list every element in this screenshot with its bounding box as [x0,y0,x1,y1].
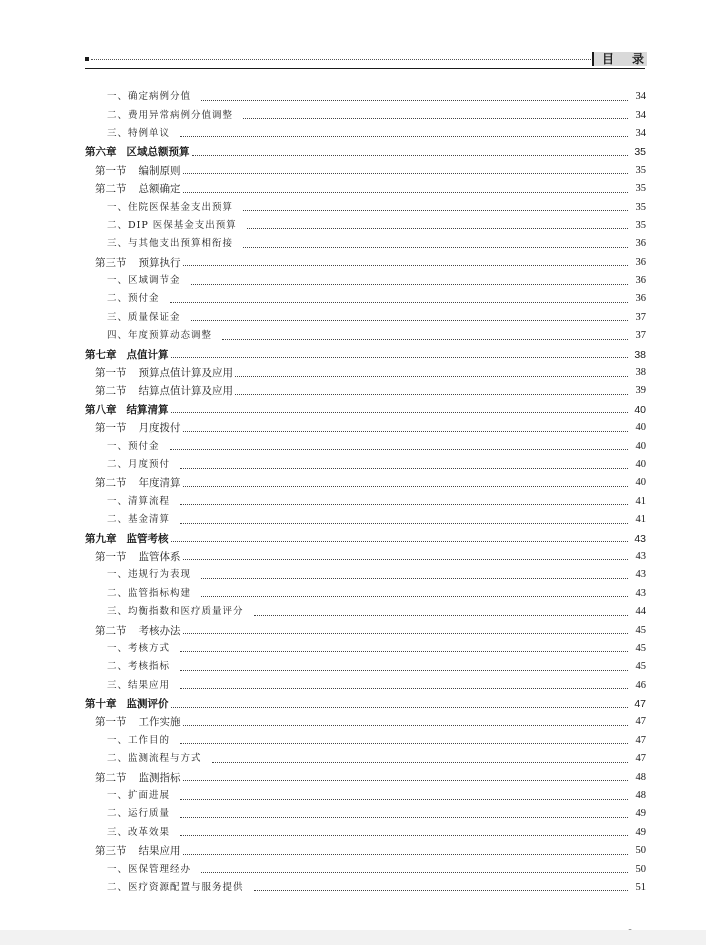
toc-entry-item[interactable] [85,493,646,511]
toc-entry-page: 36 [635,256,646,268]
toc-entry-title: 预付金 [128,293,160,305]
toc-entry-number: 第三节 [95,845,127,858]
header-title-char-2: 录 [632,52,645,66]
toc-entry-number: 一、 [107,734,129,746]
toc-entry-title: 监测指标 [138,771,181,784]
toc-dot-leader [180,523,628,524]
toc-entry-item[interactable] [85,750,646,768]
toc-entry-page: 45 [635,661,646,673]
toc-entry-page: 43 [635,587,646,599]
toc-entry-section[interactable] [85,254,646,272]
toc-entry-page: 37 [635,311,646,323]
toc-entry-section[interactable] [85,842,646,860]
header-underline [85,68,645,69]
toc-dot-leader [183,192,629,193]
toc-dot-leader [192,155,629,156]
toc-entry-section[interactable] [85,180,646,198]
toc-entry-page: 51 [635,881,646,893]
toc-entry-label [107,642,170,656]
toc-entry-title: 考核指标 [128,661,171,673]
toc-entry-chapter[interactable] [85,529,646,547]
toc-entry-item[interactable] [85,309,646,327]
toc-entry-section[interactable] [85,621,646,639]
toc-entry-number: 二、 [107,661,129,673]
toc-entry-title: 改革效果 [128,826,171,838]
toc-entry-label [107,495,170,509]
toc-entry-title: 费用异常病例分值调整 [128,109,234,121]
toc-entry-page: 34 [635,91,646,103]
toc-entry-title: 结果应用 [128,679,171,691]
toc-entry-label [107,568,191,582]
toc-entry-label [107,513,170,527]
toc-entry-page: 43 [635,550,646,562]
toc-entry-title: 扩面进展 [128,790,171,802]
toc-entry-title: 预算执行 [138,256,181,269]
toc-dot-leader [183,780,629,781]
toc-entry-number: 第九章 [85,532,117,545]
toc-entry-number: 第一节 [95,422,127,435]
toc-entry-title: 监管考核 [126,532,169,545]
header-square-marker [85,57,89,61]
toc-dot-leader [180,799,628,800]
toc-dot-leader [170,449,628,450]
toc-entry-number: 四、 [107,330,129,342]
toc-dot-leader [183,431,629,432]
toc-entry-number: 第二节 [95,624,127,637]
toc-entry-label [95,164,181,178]
toc-entry-label [107,237,233,251]
toc-entry-label [107,789,170,803]
toc-dot-leader [180,468,628,469]
toc-dot-leader [183,173,629,174]
toc-entry-label [107,679,170,693]
toc-entry-label [107,881,244,895]
toc-entry-title: 特例单议 [128,127,171,139]
toc-entry-label [85,532,169,546]
toc-entry-title: 点值计算 [126,348,169,361]
toc-entry-item[interactable] [85,805,646,823]
toc-entry-label [95,421,181,435]
toc-entry-label [95,182,181,196]
toc-entry-page: 39 [635,385,646,397]
toc-entry-section[interactable] [85,382,646,400]
toc-entry-page: 34 [635,109,646,121]
toc-entry-number: 三、 [107,127,129,139]
toc-entry-page: 47 [635,734,646,746]
toc-dot-leader [183,486,629,487]
toc-entry-title: 区域总额预算 [126,146,190,159]
toc-entry-label [107,440,160,454]
toc-entry-label [95,844,181,858]
toc-entry-title: 监测评价 [126,698,169,711]
toc-entry-page: 36 [635,238,646,250]
running-header [85,52,645,68]
toc-entry-item[interactable] [85,566,646,584]
toc-entry-item[interactable] [85,235,646,253]
toc-entry-number: 三、 [107,679,129,691]
toc-entry-number: 二、 [107,881,129,893]
toc-entry-page: 37 [635,330,646,342]
toc-entry-page: 48 [635,771,646,783]
toc-entry-title: 结算清算 [126,403,169,416]
toc-entry-title: 运行质量 [128,808,171,820]
toc-entry-page: 46 [635,679,646,691]
toc-entry-number: 二、 [107,219,129,231]
toc-entry-title: 结果应用 [138,845,181,858]
table-of-contents [85,88,646,897]
toc-entry-item[interactable] [85,88,646,106]
toc-entry-title: DIP 医保基金支出预算 [128,219,237,231]
toc-entry-page: 38 [634,348,646,361]
toc-entry-number: 第一节 [95,716,127,729]
toc-entry-page: 35 [635,183,646,195]
toc-dot-leader [171,707,629,708]
toc-entry-page: 36 [635,275,646,287]
toc-entry-number: 第七章 [85,348,117,361]
toc-entry-title: 区域调节金 [128,275,181,287]
toc-entry-page: 45 [635,642,646,654]
toc-entry-item[interactable] [85,217,646,235]
toc-entry-title: 违规行为表现 [128,569,192,581]
toc-entry-page: 35 [634,146,646,159]
toc-entry-number: 一、 [107,790,129,802]
toc-dot-leader [191,320,628,321]
toc-entry-title: 住院医保基金支出预算 [128,201,234,213]
toc-entry-label [107,201,233,215]
toc-entry-chapter[interactable] [85,401,646,419]
toc-entry-number: 一、 [107,863,129,875]
toc-entry-number: 一、 [107,642,129,654]
toc-dot-leader [201,872,628,873]
toc-entry-title: 监管指标构建 [128,587,192,599]
toc-entry-title: 与其他支出预算相衔接 [128,238,234,250]
toc-dot-leader [183,559,629,560]
toc-entry-number: 二、 [107,459,129,470]
toc-dot-leader [180,817,628,818]
toc-dot-leader [180,504,628,505]
toc-entry-number: 一、 [107,91,129,103]
toc-entry-label [107,826,170,840]
toc-entry-label [107,127,170,141]
toc-entry-section[interactable] [85,162,646,180]
toc-dot-leader [180,688,628,689]
toc-entry-page: 49 [635,826,646,838]
toc-entry-item[interactable] [85,327,646,345]
toc-entry-label [95,715,181,729]
toc-entry-label [95,771,181,785]
toc-entry-page: 47 [634,698,646,711]
toc-entry-label [95,624,181,638]
header-title-char-1: 目 [602,52,615,66]
toc-entry-title: 工作目的 [128,734,171,746]
toc-entry-number: 第一节 [95,550,127,563]
toc-entry-title: 考核办法 [138,624,181,637]
toc-entry-item[interactable] [85,860,646,878]
toc-dot-leader [243,247,628,248]
toc-entry-item[interactable] [85,732,646,750]
toc-entry-label [107,329,212,343]
toc-entry-page: 45 [635,624,646,636]
toc-entry-section[interactable] [85,713,646,731]
header-title [592,52,647,66]
toc-entry-title: 医疗资源配置与服务提供 [128,881,244,893]
toc-dot-leader [243,210,628,211]
toc-entry-label [95,256,181,270]
toc-entry-number: 二、 [107,293,129,305]
toc-entry-item[interactable] [85,198,646,216]
toc-dot-leader [191,284,628,285]
toc-entry-page: 48 [635,790,646,802]
toc-entry-chapter[interactable] [85,143,646,161]
toc-entry-page: 44 [635,606,646,618]
toc-dot-leader [180,136,628,137]
toc-entry-page: 43 [635,569,646,581]
toc-entry-item[interactable] [85,658,646,676]
toc-entry-number: 一、 [107,440,129,452]
toc-dot-leader [201,100,628,101]
toc-dot-leader [247,228,628,229]
toc-entry-item[interactable] [85,106,646,124]
toc-entry-number: 二、 [107,514,129,526]
toc-dot-leader [183,265,629,266]
toc-entry-page: 36 [635,293,646,305]
toc-entry-title: 考核方式 [128,642,171,654]
toc-dot-leader [171,357,629,358]
toc-entry-section[interactable] [85,768,646,786]
toc-entry-page: 40 [635,422,646,434]
toc-dot-leader [180,651,628,652]
toc-entry-item[interactable] [85,437,646,455]
toc-entry-label [107,219,237,233]
toc-entry-number: 第二节 [95,183,127,196]
toc-entry-title: 年度清算 [138,477,181,490]
toc-entry-page: 40 [634,403,646,416]
toc-entry-title: 预算点值计算及应用 [138,367,233,380]
toc-entry-chapter[interactable] [85,345,646,363]
toc-entry-label [107,458,170,472]
toc-entry-number: 一、 [107,275,129,287]
toc-dot-leader [235,394,628,395]
toc-entry-title: 编制原则 [138,164,181,177]
toc-entry-section[interactable] [85,548,646,566]
toc-entry-title: 月度预付 [128,459,171,470]
toc-entry-number: 第二节 [95,385,127,398]
toc-entry-number: 第八章 [85,403,117,416]
toc-entry-item[interactable] [85,511,646,529]
toc-entry-title: 月度拨付 [138,422,181,435]
toc-entry-page: 35 [635,164,646,176]
toc-entry-page: 38 [635,367,646,379]
toc-entry-item[interactable] [85,585,646,603]
toc-entry-label [107,109,233,123]
toc-entry-number: 二、 [107,808,129,820]
toc-entry-label [107,734,170,748]
toc-entry-section[interactable] [85,474,646,492]
toc-dot-leader [201,596,628,597]
toc-entry-number: 第二节 [95,477,127,490]
toc-entry-title: 总额确定 [138,183,181,196]
toc-entry-title: 结算点值计算及应用 [138,385,233,398]
toc-dot-leader [180,743,628,744]
toc-entry-title: 监管体系 [138,550,181,563]
toc-dot-leader [183,725,629,726]
toc-entry-section[interactable] [85,364,646,382]
toc-entry-label [95,366,233,380]
toc-entry-number: 第二节 [95,771,127,784]
toc-entry-item[interactable] [85,640,646,658]
toc-entry-label [85,145,190,159]
toc-dot-leader [180,835,628,836]
toc-entry-number: 第三节 [95,256,127,269]
toc-entry-number: 第十章 [85,698,117,711]
toc-entry-label [95,476,181,490]
toc-entry-item[interactable] [85,879,646,897]
toc-entry-page: 43 [634,532,646,545]
toc-entry-item[interactable] [85,456,646,474]
toc-entry-label [107,863,191,877]
toc-entry-label [107,90,191,104]
toc-dot-leader [222,339,628,340]
toc-dot-leader [254,615,628,616]
toc-entry-label [107,752,202,766]
toc-entry-title: 清算流程 [128,495,171,507]
toc-entry-label [107,660,170,674]
toc-entry-title: 质量保证金 [128,311,181,323]
toc-entry-title: 监测流程与方式 [128,753,202,765]
header-dotted-rule [91,59,591,60]
toc-entry-number: 三、 [107,826,129,838]
toc-entry-number: 一、 [107,201,129,213]
toc-entry-label [107,292,160,306]
toc-entry-page: 49 [635,808,646,820]
toc-entry-item[interactable] [85,677,646,695]
toc-entry-item[interactable] [85,272,646,290]
toc-entry-number: 第一节 [95,367,127,380]
toc-entry-title: 工作实施 [138,716,181,729]
toc-entry-page: 40 [635,440,646,452]
toc-entry-label [85,403,169,417]
toc-dot-leader [243,118,628,119]
toc-entry-number: 三、 [107,606,129,618]
toc-entry-item[interactable] [85,125,646,143]
page-bottom-band [0,930,706,945]
toc-entry-label [107,807,170,821]
toc-entry-page: 47 [635,753,646,765]
toc-entry-title: 预付金 [128,440,160,452]
toc-entry-number: 二、 [107,753,129,765]
toc-entry-title: 年度预算动态调整 [128,330,213,342]
toc-entry-item[interactable] [85,787,646,805]
toc-dot-leader [180,670,628,671]
toc-entry-title: 基金清算 [128,514,171,526]
toc-entry-number: 第六章 [85,146,117,159]
toc-dot-leader [171,541,629,542]
toc-entry-label [107,311,181,325]
toc-entry-number: 三、 [107,311,129,323]
toc-entry-label [85,697,169,711]
toc-entry-label [107,605,244,619]
toc-entry-item[interactable] [85,824,646,842]
toc-entry-page: 40 [635,477,646,489]
toc-entry-number: 二、 [107,587,129,599]
toc-dot-leader [183,854,629,855]
toc-dot-leader [183,633,629,634]
toc-entry-number: 一、 [107,495,129,507]
toc-entry-label [95,384,233,398]
toc-dot-leader [235,376,628,377]
toc-entry-page: 50 [635,863,646,875]
toc-dot-leader [170,302,628,303]
toc-entry-page: 34 [635,127,646,139]
toc-entry-title: 均衡指数和医疗质量评分 [128,606,244,618]
toc-entry-page: 35 [635,219,646,231]
toc-entry-page: 41 [635,495,646,507]
toc-entry-title: 确定病例分值 [128,91,192,103]
toc-entry-title: 医保管理经办 [128,863,192,875]
toc-entry-page: 41 [635,514,646,526]
toc-entry-page: 40 [635,459,646,470]
toc-entry-chapter[interactable] [85,695,646,713]
toc-entry-item[interactable] [85,603,646,621]
toc-entry-number: 三、 [107,238,129,250]
toc-entry-page: 50 [635,845,646,857]
toc-dot-leader [201,578,628,579]
toc-entry-label [107,587,191,601]
toc-entry-number: 一、 [107,569,129,581]
toc-entry-number: 第一节 [95,164,127,177]
toc-dot-leader [212,762,628,763]
toc-dot-leader [171,412,629,413]
toc-entry-label [95,550,181,564]
toc-entry-label [107,274,181,288]
toc-entry-number: 二、 [107,109,129,121]
toc-entry-section[interactable] [85,419,646,437]
toc-entry-page: 35 [635,201,646,213]
toc-entry-page: 47 [635,716,646,728]
toc-dot-leader [254,890,628,891]
toc-entry-label [85,348,169,362]
toc-entry-item[interactable] [85,290,646,308]
